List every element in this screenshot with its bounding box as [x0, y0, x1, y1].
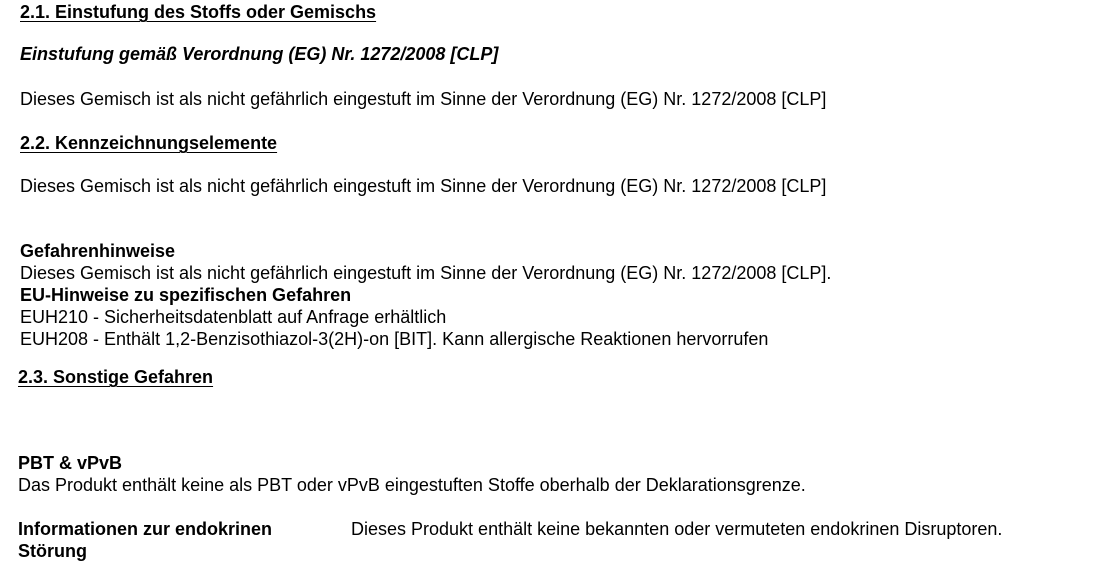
endocrine-disruption-text: Dieses Produkt enthält keine bekannten oder vermuteten endokrinen Disruptoren. [351, 519, 1003, 539]
pbt-vpvb-label: PBT & vPvB [18, 453, 123, 473]
endocrine-disruption-label: Informationen zur endokrinen Störung [18, 519, 273, 561]
labelling-text: Dieses Gemisch ist als nicht gefährlich eingestuft im Sinne der Verordnung (EG) Nr. 1272/2008 [CLP] [20, 176, 827, 196]
section-2-1-heading: 2.1. Einstufung des Stoffs oder Gemischs [20, 2, 377, 22]
eu-statement-euh208: EUH208 - Enthält 1,2-Benzisothiazol-3(2H)-on [BIT]. Kann allergische Reaktionen hervorrufen [20, 329, 769, 349]
hazard-statements-label: Gefahrenhinweise [20, 241, 176, 261]
section-2-3-heading: 2.3. Sonstige Gefahren [18, 367, 214, 387]
section-2-2-heading: 2.2. Kennzeichnungselemente [20, 133, 278, 153]
hazard-statements-text: Dieses Gemisch ist als nicht gefährlich eingestuft im Sinne der Verordnung (EG) Nr. 1272/2008 [CLP]. [20, 263, 832, 283]
eu-statements-label: EU-Hinweise zu spezifischen Gefahren [20, 285, 352, 305]
eu-statement-euh210: EUH210 - Sicherheitsdatenblatt auf Anfrage erhältlich [20, 307, 447, 327]
classification-text: Dieses Gemisch ist als nicht gefährlich eingestuft im Sinne der Verordnung (EG) Nr. 1272/2008 [CLP] [20, 89, 827, 109]
clp-classification-subheading: Einstufung gemäß Verordnung (EG) Nr. 1272/2008 [CLP] [20, 44, 499, 64]
pbt-vpvb-text: Das Produkt enthält keine als PBT oder vPvB eingestuften Stoffe oberhalb der Deklarationsgrenze. [18, 475, 806, 495]
